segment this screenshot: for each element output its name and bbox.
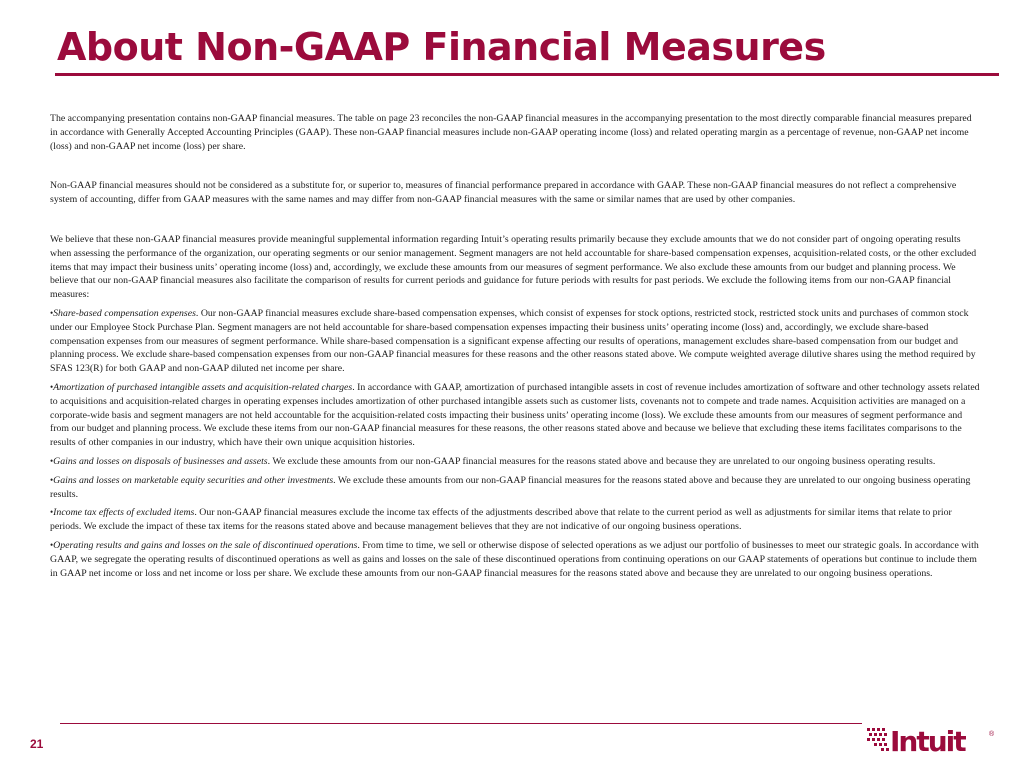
- intuit-logo: [866, 722, 996, 756]
- bullet-text: Our non-GAAP financial measures exclude share-based compensation expenses, which consist of expenses for stock options, restricted stock, restricted stock units and purchases of common stock under our Employee Stock Purchase Plan. Segment managers are not held accountable for share-based compensation expenses impacting their business units’ operating income (loss) and, accordingly, we exclude share-based compensation expenses from our measures of segment performance. While share-based compensation is a significant expense affecting our results of operations, management excludes share-based compensation from our budget and planning process. We exclude share-based compensation expenses from our non-GAAP financial measures for these reasons and the other reasons stated above. We compute weighted average dilutive shares using the method required by SFAS 123(R) for both GAAP and non-GAAP diluted net income per share.: [50, 307, 976, 375]
- logo-wordmark: Intuit: [890, 725, 965, 756]
- bullet-symbol: •: [50, 474, 54, 485]
- bullet-heading: Gains and losses on disposals of businesses and assets: [53, 455, 268, 467]
- rationale-paragraph: We believe that these non-GAAP financial measures provide meaningful supplemental information regarding Intuit’s operating results primarily because they exclude amounts that we do not consider part of ongoing operating results when assessing the performance of the organization, our operating segments or our senior management. Segment managers are not held accountable for share-based compensation expenses, acquisition-related costs, or the other excluded items that may impact their business units’ operating income (loss) and, accordingly, we exclude these amounts from our measures of segment performance. We also exclude these amounts from our budget and planning process. We believe that our non-GAAP financial measures also facilitate the comparison of results for current periods and guidance for future periods with results for past periods. We exclude the following items from our non-GAAP financial measures:: [50, 233, 977, 301]
- bullet-heading: Operating results and gains and losses on the sale of discontinued operations: [53, 539, 358, 551]
- bullet-symbol: •: [50, 455, 54, 466]
- bullet-symbol: •: [50, 507, 54, 518]
- bullet-text: From time to time, we sell or otherwise dispose of selected operations as we adjust our portfolio of businesses to meet our strategic goals. In accordance with GAAP, we segregate the operating results of discontinued operations as well as gains and losses on the sale of these discontinued operations from continuing operations on our GAAP statements of operations but continue to include them in GAAP net income or loss and net income or loss per share. We exclude these amounts from our non-GAAP financial measures for the reasons stated above and because they are unrelated to our ongoing business operations.: [50, 539, 979, 579]
- bullet-heading-suffix: .: [195, 307, 201, 319]
- bullet-heading-suffix: .: [267, 455, 273, 467]
- bullet-symbol: •: [50, 307, 54, 318]
- bullet-heading-suffix: .: [333, 474, 338, 486]
- bullet-income-tax: [50, 506, 980, 534]
- bullet-text: We exclude these amounts from our non-GAAP financial measures for the reasons stated above and because they are unrelated to our ongoing business operating results.: [272, 455, 936, 467]
- footer-divider: [60, 723, 862, 724]
- bullet-symbol: •: [50, 381, 54, 392]
- bullet-text: In accordance with GAAP, amortization of purchased intangible assets in cost of revenue includes amortization of software and other technology assets related to acquisitions and acquisition-related charges in operating expenses includes amortization of other purchased intangible assets such as customer lists, covenants not to compete and trade names. Acquisition activities are managed on a corporate-wide basis and segment managers are not held accountable for the acquisition-related costs impacting their business units’ operating income (loss). We exclude these amounts from our measures of segment performance and from our budget and planning process. We exclude these items from our non-GAAP financial measures for these reasons, the other reasons stated above and because we believe that excluding these items facilitates comparisons to the results of other companies in our industry, which have their own unique acquisition histories.: [50, 381, 980, 449]
- bullet-amortization: [50, 381, 980, 450]
- bullet-discontinued-operations: [50, 539, 980, 580]
- svg-text:®: ®: [989, 731, 995, 738]
- bullet-heading-suffix: .: [357, 539, 363, 551]
- bullet-marketable-securities: [50, 474, 980, 502]
- slide-body: [50, 112, 980, 585]
- intro-paragraph: The accompanying presentation contains non-GAAP financial measures. The table on page 23 reconciles the non-GAAP financial measures in the accompanying presentation to the most directly comparable financial measures prepared in accordance with Generally Accepted Accounting Principles (GAAP). These non-GAAP financial measures include non-GAAP operating income (loss) and related operating margin as a percentage of revenue, non-GAAP net income (loss) and non-GAAP net income (loss) per share.: [50, 113, 972, 152]
- bullet-heading: Income tax effects of excluded items: [53, 507, 195, 519]
- bullet-disposals: [50, 455, 980, 469]
- bullet-text: Our non-GAAP financial measures exclude the income tax effects of the adjustments described above that relate to the current period as well as adjustments for similar items that relate to prior periods. We exclude the impact of these tax items for the reasons stated above and because management believes that they are not indicative of our ongoing business operations.: [50, 507, 952, 533]
- bullet-heading-suffix: .: [352, 381, 358, 393]
- bullet-heading: Gains and losses on marketable equity securities and other investments: [53, 474, 334, 486]
- bullet-share-based-compensation: [50, 307, 980, 376]
- bullet-symbol: •: [50, 539, 54, 550]
- bullet-heading: Share-based compensation expenses: [53, 307, 196, 319]
- slide-title: About Non-GAAP Financial Measures: [57, 25, 826, 69]
- title-underline: [55, 73, 999, 76]
- bullet-text: We exclude these amounts from our non-GAAP financial measures for the reasons stated above and because they are unrelated to our ongoing business operating results.: [50, 474, 971, 500]
- bullet-heading: Amortization of purchased intangible assets and acquisition-related charges: [53, 381, 353, 393]
- bullet-heading-suffix: .: [194, 507, 200, 519]
- page-number: 21: [30, 737, 44, 751]
- disclaimer-paragraph: Non-GAAP financial measures should not be considered as a substitute for, or superior to, measures of financial performance prepared in accordance with GAAP. These non-GAAP financial measures do not reflect a comprehensive system of accounting, differ from GAAP measures with the same names and may differ from non-GAAP financial measures with the same or similar names that are used by other companies.: [50, 180, 957, 206]
